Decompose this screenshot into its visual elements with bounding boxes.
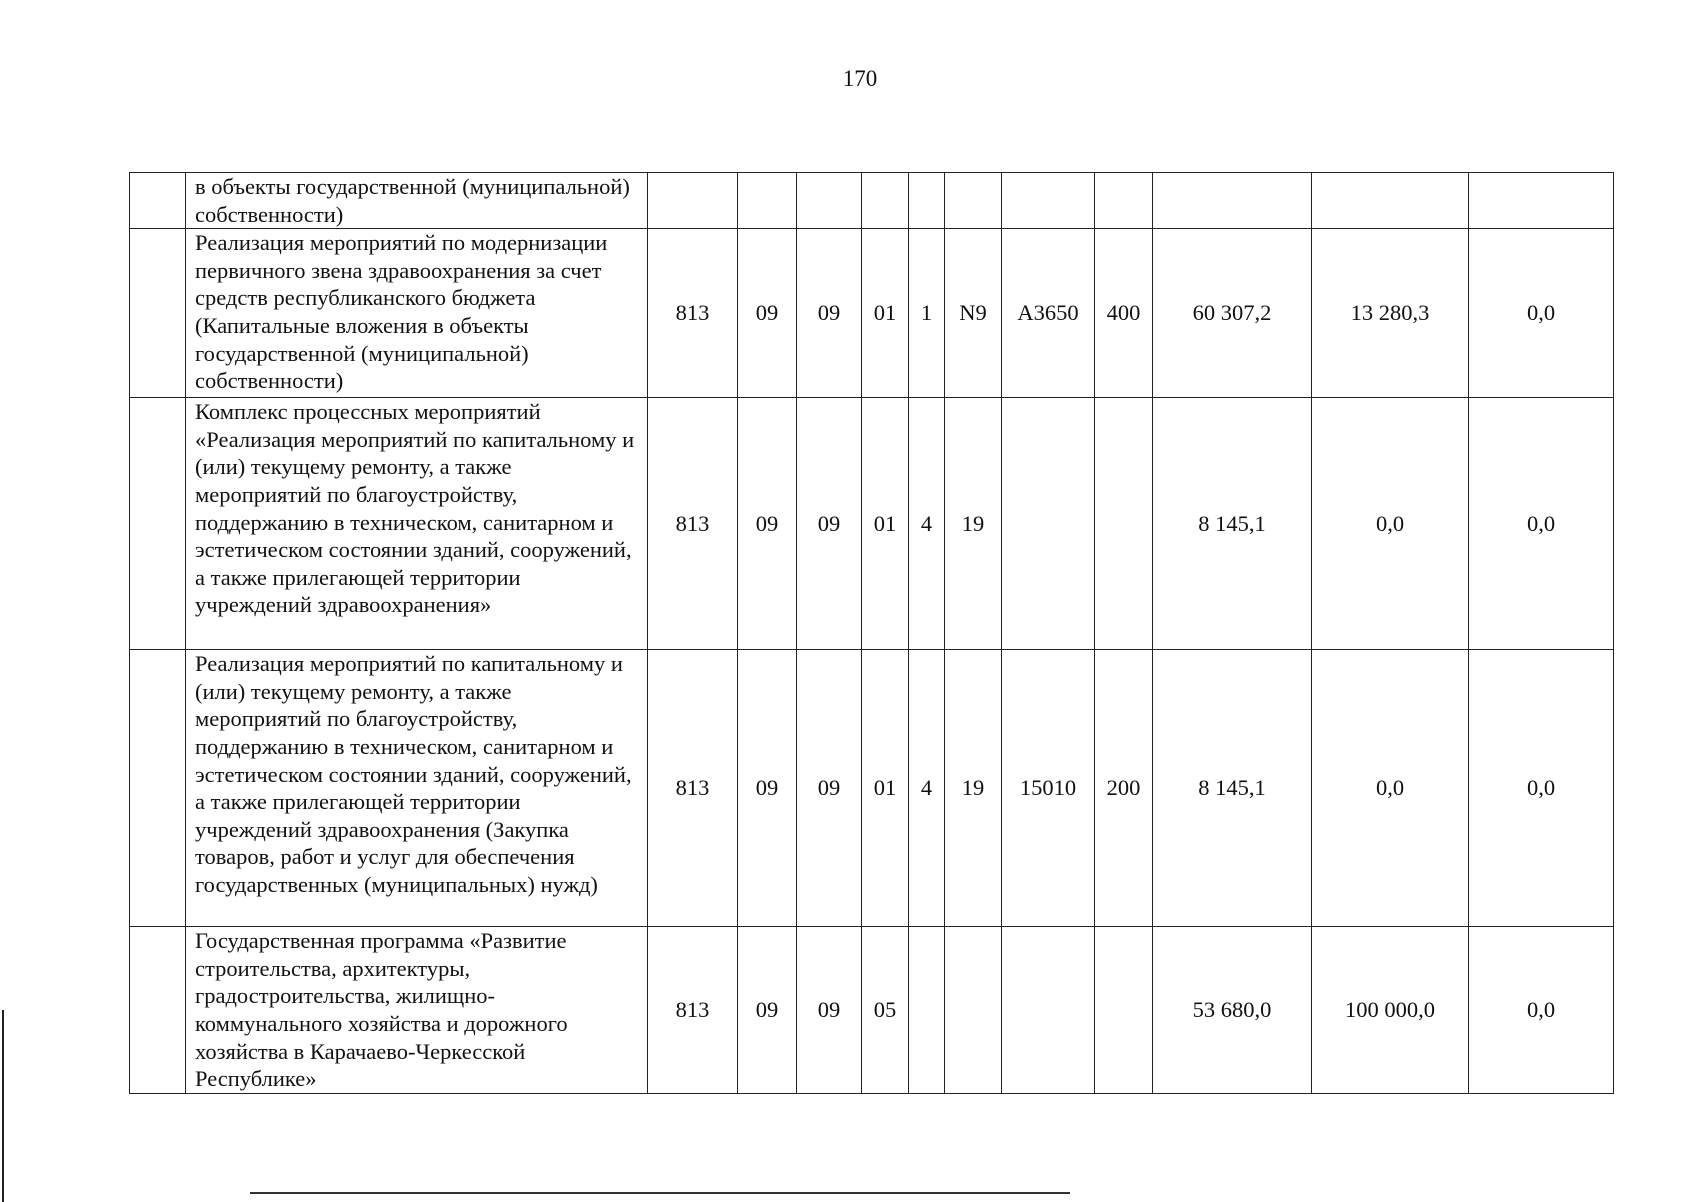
subsection-code-cell <box>797 173 862 229</box>
amount-year3-cell: 0,0 <box>1469 398 1614 650</box>
subprogram-code-cell <box>909 927 945 1094</box>
expense-type-cell <box>1095 927 1153 1094</box>
ministry-code-cell: 813 <box>648 650 738 927</box>
expense-type-cell: 400 <box>1095 229 1153 398</box>
ministry-code-cell: 813 <box>648 229 738 398</box>
page-number: 170 <box>842 66 878 91</box>
program-code-cell: 01 <box>862 398 909 650</box>
direction-code-cell <box>1002 173 1095 229</box>
expense-type-cell: 200 <box>1095 650 1153 927</box>
subsection-code-cell: 09 <box>797 927 862 1094</box>
ministry-code-cell: 813 <box>648 927 738 1094</box>
description-cell: Реализация мероприятий по модернизации первичного звена здравоохранения за счет средств республиканского бюджета (Капитальные вложения в объекты государственной (муниципальной) собственности) <box>186 229 648 398</box>
description-cell: Реализация мероприятий по капитальному и (или) текущему ремонту, а также мероприятий по благоустройству, поддержанию в техническом, санитарном и эстетическом состоянии зданий, сооружений, а также прилегающей территории учреждений здравоохранения (Закупка товаров, работ и услуг для обеспечения государственных (муниципальных) нужд) <box>186 650 648 927</box>
event-code-cell <box>945 173 1002 229</box>
direction-code-cell: 15010 <box>1002 650 1095 927</box>
amount-year2-cell: 100 000,0 <box>1312 927 1469 1094</box>
row-number-cell <box>130 229 186 398</box>
subprogram-code-cell: 4 <box>909 650 945 927</box>
section-code-cell: 09 <box>738 398 797 650</box>
amount-year1-cell: 53 680,0 <box>1153 927 1312 1094</box>
event-code-cell: N9 <box>945 229 1002 398</box>
amount-year2-cell: 0,0 <box>1312 398 1469 650</box>
subsection-code-cell: 09 <box>797 229 862 398</box>
amount-year3-cell <box>1469 173 1614 229</box>
table-row <box>130 173 1614 229</box>
program-code-cell: 01 <box>862 650 909 927</box>
ministry-code-cell <box>648 173 738 229</box>
table-row <box>130 398 1614 650</box>
expense-type-cell <box>1095 398 1153 650</box>
footer-rule <box>250 1192 1070 1194</box>
table-row <box>130 927 1614 1094</box>
description-cell: Государственная программа «Развитие строительства, архитектуры, градостроительства, жилищно-коммунального хозяйства и дорожного хозяйства в Карачаево-Черкесской Республике» <box>186 927 648 1094</box>
row-number-cell <box>130 927 186 1094</box>
budget-table <box>129 172 1614 1094</box>
table-row <box>130 229 1614 398</box>
expense-type-cell <box>1095 173 1153 229</box>
event-code-cell: 19 <box>945 650 1002 927</box>
program-code-cell <box>862 173 909 229</box>
direction-code-cell <box>1002 398 1095 650</box>
amount-year2-cell: 13 280,3 <box>1312 229 1469 398</box>
scan-margin-line <box>2 1010 4 1202</box>
direction-code-cell <box>1002 927 1095 1094</box>
subprogram-code-cell: 1 <box>909 229 945 398</box>
subsection-code-cell: 09 <box>797 650 862 927</box>
amount-year1-cell: 60 307,2 <box>1153 229 1312 398</box>
subprogram-code-cell <box>909 173 945 229</box>
table-row <box>130 650 1614 927</box>
amount-year2-cell <box>1312 173 1469 229</box>
amount-year3-cell: 0,0 <box>1469 927 1614 1094</box>
section-code-cell: 09 <box>738 927 797 1094</box>
event-code-cell <box>945 927 1002 1094</box>
description-cell: в объекты государственной (муниципальной) собственности) <box>186 173 648 229</box>
section-code-cell: 09 <box>738 650 797 927</box>
amount-year1-cell: 8 145,1 <box>1153 650 1312 927</box>
subprogram-code-cell: 4 <box>909 398 945 650</box>
row-number-cell <box>130 650 186 927</box>
section-code-cell: 09 <box>738 229 797 398</box>
amount-year3-cell: 0,0 <box>1469 650 1614 927</box>
ministry-code-cell: 813 <box>648 398 738 650</box>
row-number-cell <box>130 173 186 229</box>
program-code-cell: 05 <box>862 927 909 1094</box>
amount-year3-cell: 0,0 <box>1469 229 1614 398</box>
amount-year2-cell: 0,0 <box>1312 650 1469 927</box>
amount-year1-cell: 8 145,1 <box>1153 398 1312 650</box>
description-cell: Комплекс процессных мероприятий «Реализация мероприятий по капитальному и (или) текущему ремонту, а также мероприятий по благоустройству, поддержанию в техническом, санитарном и эстетическом состоянии зданий, сооружений, а также прилегающей территории учреждений здравоохранения» <box>186 398 648 650</box>
row-number-cell <box>130 398 186 650</box>
event-code-cell: 19 <box>945 398 1002 650</box>
subsection-code-cell: 09 <box>797 398 862 650</box>
program-code-cell: 01 <box>862 229 909 398</box>
amount-year1-cell <box>1153 173 1312 229</box>
direction-code-cell: А3650 <box>1002 229 1095 398</box>
section-code-cell <box>738 173 797 229</box>
